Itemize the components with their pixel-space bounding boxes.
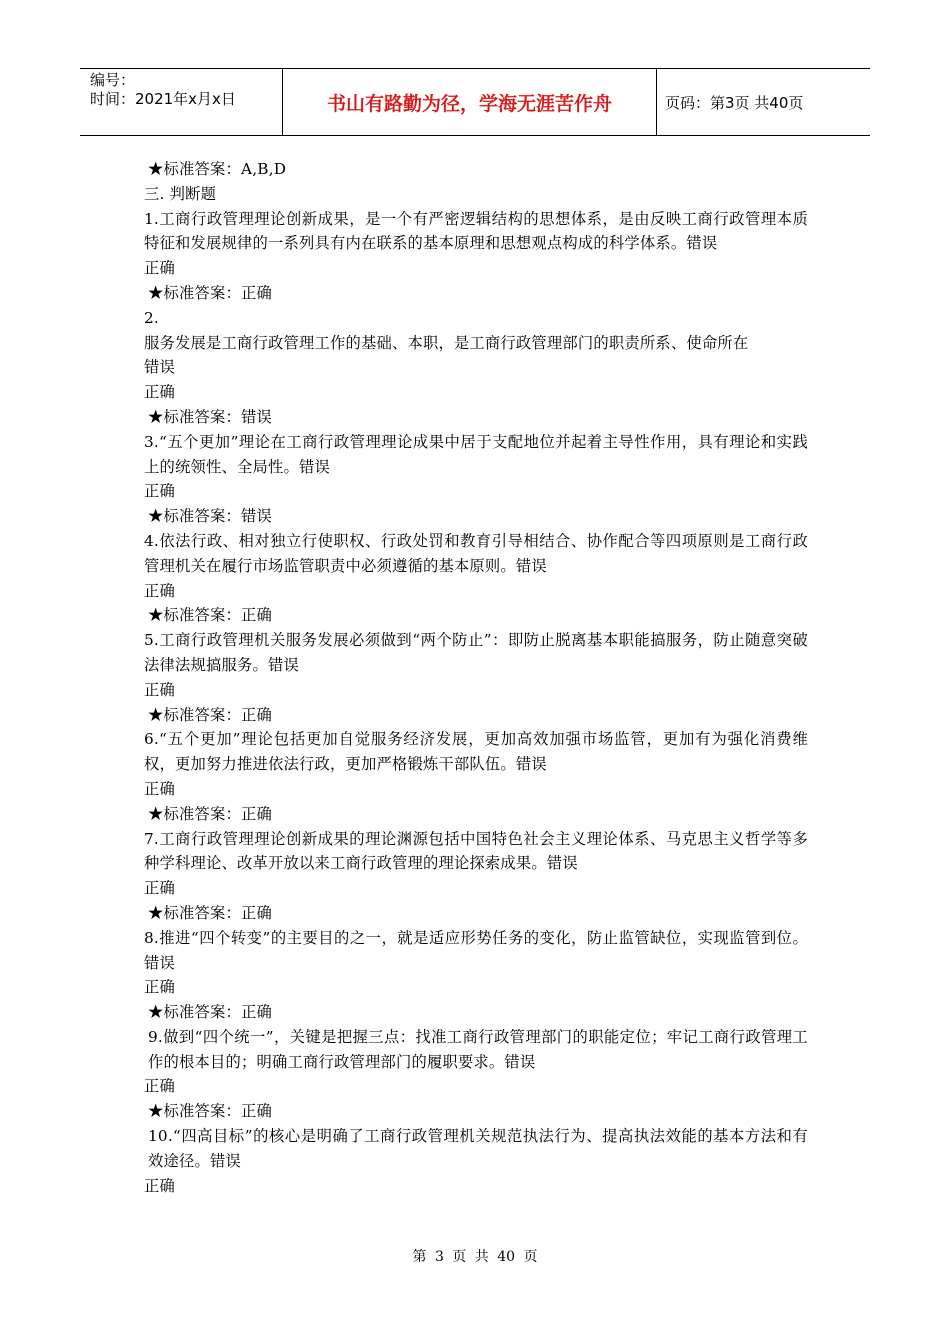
previous-answer: ★标准答案：A,B,D <box>148 160 287 178</box>
question-2-number: 2. <box>144 308 159 327</box>
option-true: 正确 <box>144 581 175 600</box>
header-meta <box>80 69 282 135</box>
section-title: 三. 判断题 <box>144 184 217 203</box>
question-9: 9.做到“四个统一”，关键是把握三点：找准工商行政管理部门的职能定位；牢记工商行政管理工作的根本目的；明确工商行政管理部门的履职要求。错误 <box>148 1027 808 1071</box>
standard-answer: ★标准答案：正确 <box>148 1102 272 1121</box>
question-5: 5.工商行政管理机关服务发展必须做到“两个防止”：即防止脱离基本职能搞服务，防止随意突破法律法规搞服务。错误 <box>144 631 808 674</box>
question-1: 1.工商行政管理理论创新成果，是一个有严密逻辑结构的思想体系，是由反映工商行政管理本质特征和发展规律的一系列具有内在联系的基本原理和思想观点构成的科学体系。错误 <box>144 209 808 253</box>
option-true: 正确 <box>144 978 175 997</box>
question-4: 4.依法行政、相对独立行使职权、行政处罚和教育引导相结合、协作配合等四项原则是工商行政管理机关在履行市场监管职责中必须遵循的基本原则。错误 <box>144 531 808 575</box>
question-7: 7.工商行政管理理论创新成果的理论渊源包括中国特色社会主义理论体系、马克思主义哲学等多种学科理论、改革开放以来工商行政管理的理论探索成果。错误 <box>144 829 808 873</box>
option-true: 正确 <box>144 259 175 278</box>
option-true: 正确 <box>144 383 175 402</box>
option-true: 正确 <box>144 1077 175 1096</box>
question-8: 8.推进“四个转变”的主要目的之一，就是适应形势任务的变化，防止监管缺位，实现监管到位。错误 <box>144 928 808 972</box>
standard-answer: ★标准答案：错误 <box>148 507 272 526</box>
document-body <box>144 157 808 1198</box>
standard-answer: ★标准答案：正确 <box>148 1003 272 1022</box>
question-10: 10.“四高目标”的核心是明确了工商行政管理机关规范执法行为、提高执法效能的基本方法和有效途径。错误 <box>148 1127 808 1170</box>
header-page-label: 页码：第3页 共40页 <box>665 93 804 112</box>
standard-answer: ★标准答案：正确 <box>148 705 272 724</box>
standard-answer: ★标准答案：错误 <box>148 407 272 426</box>
option-true: 正确 <box>144 879 175 898</box>
header-time-label: 时间：2021年x月x日 <box>90 90 236 108</box>
standard-answer: ★标准答案：正确 <box>148 606 272 625</box>
standard-answer: ★标准答案：正确 <box>148 903 272 922</box>
option-true: 正确 <box>144 482 175 501</box>
standard-answer: ★标准答案：正确 <box>148 804 272 823</box>
option-false: 错误 <box>144 358 175 377</box>
question-6: 6.“五个更加”理论包括更加自觉服务经济发展，更加高效加强市场监管，更加有为强化消费维权，更加努力推进依法行政，更加严格锻炼干部队伍。错误 <box>144 730 808 774</box>
question-3: 3.“五个更加”理论在工商行政管理理论成果中居于支配地位并起着主导性作用，具有理论和实践上的统领性、全局性。错误 <box>144 432 808 476</box>
header-number-label: 编号： <box>90 71 136 89</box>
header-motto: 书山有路勤为径，学海无涯苦作舟 <box>282 69 657 135</box>
standard-answer: ★标准答案：正确 <box>148 283 272 302</box>
question-2: 服务发展是工商行政管理工作的基础、本职，是工商行政管理部门的职责所系、使命所在 <box>144 333 749 352</box>
option-true: 正确 <box>144 779 175 798</box>
page-footer: 第 3 页 共 40 页 <box>412 1249 538 1265</box>
option-true: 正确 <box>144 680 175 699</box>
page-header <box>80 68 870 136</box>
option-true: 正确 <box>144 1176 175 1195</box>
